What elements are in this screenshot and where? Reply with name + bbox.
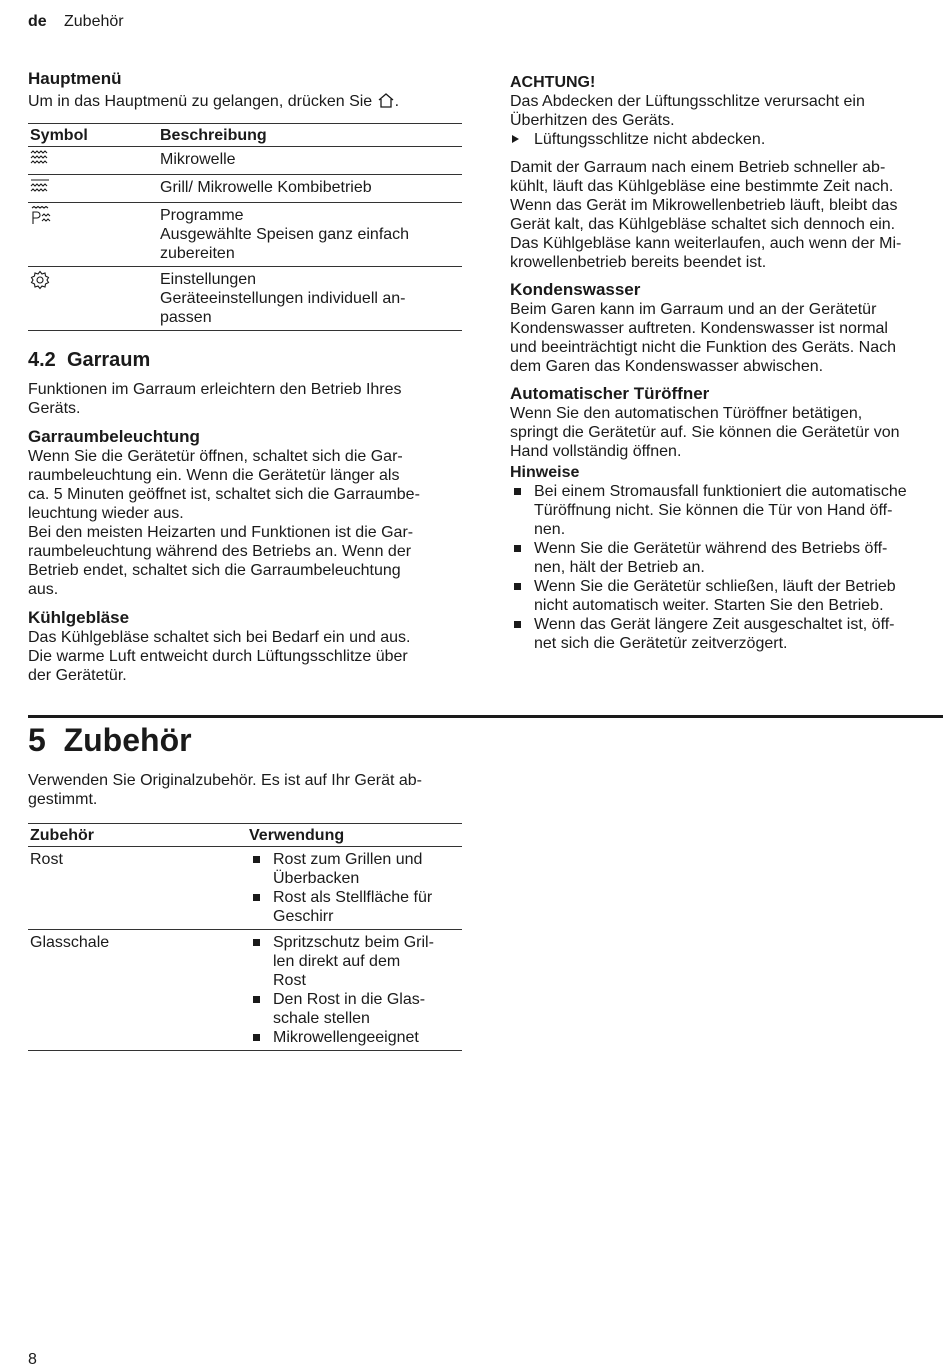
kondenswasser-heading: Kondenswasser: [510, 280, 641, 299]
table-row: [28, 147, 462, 175]
kondenswasser-text: Beim Garen kann im Garraum und an der Gerätetür Kondenswasser auftreten. Kondenswasser ist normal und beeinträchtigt nicht die Funktion des Geräts. Nach dem Garen das Kondenswasser abwischen.: [510, 301, 896, 375]
hinweise-list: [510, 482, 944, 653]
hauptmenu-heading: Hauptmenü: [28, 69, 122, 88]
list-item: Den Rost in die Glas- schale stellen: [249, 990, 460, 1028]
col-verwendung: Verwendung: [247, 824, 462, 847]
table-row: [28, 175, 462, 203]
settings-gear-icon: [30, 270, 50, 295]
row-line: zubereiten: [160, 245, 235, 262]
section-garraum-heading: 4.2 Garraum: [28, 349, 151, 371]
running-header-title: Zubehör: [64, 13, 124, 30]
right-column: [510, 73, 944, 653]
list-item: Rost als Stellfläche für Geschirr: [249, 888, 460, 926]
row-line: Ausgewählte Speisen ganz einfach: [160, 226, 410, 243]
row-line: passen: [160, 309, 212, 326]
warning-heading: ACHTUNG!: [510, 74, 596, 91]
warning-text: Das Abdecken der Lüftungsschlitze verursacht ein Überhitzen des Geräts.: [510, 93, 865, 129]
list-item: Wenn Sie die Gerätetür schließen, läuft der Betrieb nicht automatisch weiter. Starten Sie den Betrieb.: [510, 577, 944, 615]
grill-microwave-icon: [30, 178, 50, 199]
list-item: Wenn das Gerät längere Zeit ausgeschaltet ist, öff- net sich die Gerätetür zeitverzögert.: [510, 615, 944, 653]
accessory-name: Rost: [28, 847, 247, 930]
list-item: Rost zum Grillen und Überbacken: [249, 850, 460, 888]
cooling-text: Damit der Garraum nach einem Betrieb schneller ab- kühlt, läuft das Kühlgebläse eine bestimmte Zeit nach. Wenn das Gerät im Mikrowellenbetrieb läuft, bleibt das Gerät kalt, das Kühlgebläse schaltet sich dennoch ein. Das Kühlgebläse kann weiterlaufen, auch wenn der Mi- krowellenbetrieb bereits beendet ist.: [510, 159, 902, 271]
usage-list: [249, 933, 460, 1047]
symbol-table: [28, 123, 462, 331]
kuehlgeblaese-text: Das Kühlgebläse schaltet sich bei Bedarf ein und aus. Die warme Luft entweicht durch Lüftungsschlitze über der Gerätetür.: [28, 629, 411, 684]
table-row: [28, 267, 462, 331]
row-line: Programme: [160, 207, 244, 224]
beleuchtung-text-1: Wenn Sie die Gerätetür öffnen, schaltet sich die Gar- raumbeleuchtung ein. Wenn die Gerätetür länger als ca. 5 Minuten geöffnet ist, schaltet sich die Garraumbe- leuchtung wieder aus.: [28, 448, 420, 522]
left-column: [28, 69, 468, 685]
tueroeffner-heading: Automatischer Türöffner: [510, 384, 710, 403]
beleuchtung-heading: Garraumbeleuchtung: [28, 427, 200, 446]
programs-icon: [30, 206, 54, 231]
row-line: Mikrowelle: [160, 151, 236, 168]
list-item: Mikrowellengeeignet: [249, 1028, 460, 1047]
hauptmenu-intro: Um in das Hauptmenü zu gelangen, drücken Sie .: [28, 92, 468, 114]
col-zubehoer: Zubehör: [28, 824, 247, 847]
home-icon: [377, 92, 395, 114]
list-item: Wenn Sie die Gerätetür während des Betriebs öff- nen, hält der Betrieb an.: [510, 539, 944, 577]
tueroeffner-text: Wenn Sie den automatischen Türöffner betätigen, springt die Gerätetür auf. Sie können die Gerätetür von Hand vollständig öffnen.: [510, 405, 900, 460]
beleuchtung-text-2: Bei den meisten Heizarten und Funktionen ist die Gar- raumbeleuchtung während des Betriebs an. Wenn der Betrieb endet, schaltet sich die Garraumbeleuchtung aus.: [28, 524, 414, 598]
table-row: [28, 930, 462, 1051]
list-item: Bei einem Stromausfall funktioniert die automatische Türöffnung nicht. Sie können die Tür von Hand öff- nen.: [510, 482, 944, 539]
warning-action: Lüftungsschlitze nicht abdecken.: [510, 130, 944, 149]
zubehoer-intro: Verwenden Sie Originalzubehör. Es ist auf Ihr Gerät ab- gestimmt.: [28, 772, 422, 808]
garraum-intro: Funktionen im Garraum erleichtern den Betrieb Ihres Geräts.: [28, 381, 402, 417]
row-line: Grill/ Mikrowelle Kombibetrieb: [160, 179, 372, 196]
list-item: Spritzschutz beim Gril- len direkt auf dem Rost: [249, 933, 460, 990]
symbol-table-header: [28, 124, 462, 147]
hinweise-heading: Hinweise: [510, 464, 580, 481]
zubehoer-section: [28, 722, 468, 1051]
accessories-table: [28, 823, 462, 1051]
row-line: Einstellungen: [160, 271, 257, 288]
language-code: de: [28, 13, 47, 30]
chapter-divider: [28, 715, 943, 718]
row-line: Geräteeinstellungen individuell an-: [160, 290, 406, 307]
col-beschreibung: Beschreibung: [158, 124, 462, 147]
accessory-name: Glasschale: [28, 930, 247, 1051]
table-row: [28, 203, 462, 267]
kuehlgeblaese-heading: Kühlgebläse: [28, 608, 130, 627]
accessories-table-header: [28, 824, 462, 847]
table-row: [28, 847, 462, 930]
col-symbol: Symbol: [28, 124, 158, 147]
chapter-heading: 5 Zubehör: [28, 722, 192, 758]
microwave-icon: [30, 150, 50, 171]
usage-list: [249, 850, 460, 926]
page-number: 8: [28, 1351, 37, 1368]
